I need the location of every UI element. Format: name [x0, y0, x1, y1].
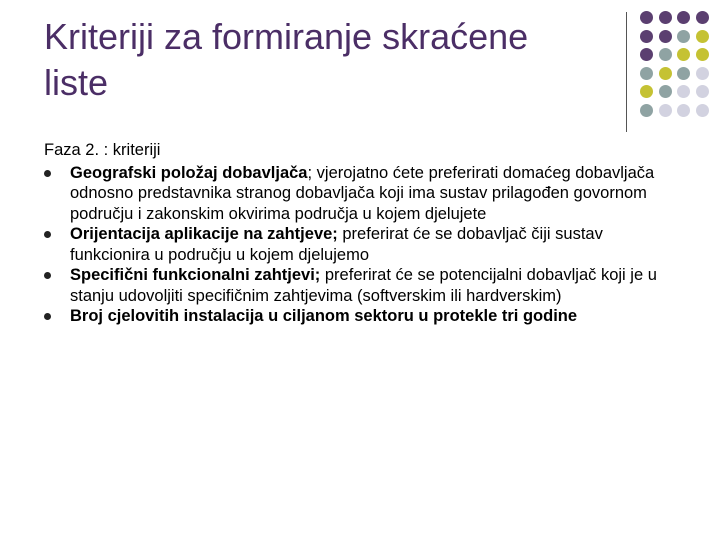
decorative-dot: [659, 30, 672, 43]
decorative-dot: [640, 67, 653, 80]
decorative-dot-grid: [640, 11, 720, 121]
criterion-text: preferirat će se dobavljač čiji sustav funkcionira u području u kojem djelujemo: [70, 225, 603, 264]
phase-heading: Faza 2. : kriteriji: [44, 141, 161, 159]
list-item: [44, 306, 664, 327]
decorative-dot: [696, 48, 709, 61]
bullet-icon: [44, 170, 51, 177]
decorative-dot: [696, 67, 709, 80]
bullet-icon: [44, 272, 51, 279]
decorative-dot: [677, 48, 690, 61]
criterion-title: Broj cjelovitih instalacija u ciljanom sektoru u protekle tri godine: [70, 307, 578, 325]
criterion-title: Orijentacija aplikacije na zahtjeve;: [70, 225, 338, 243]
decorative-dot: [659, 11, 672, 24]
decorative-dot: [677, 11, 690, 24]
bullet-icon: [44, 313, 51, 320]
decorative-dot: [659, 104, 672, 117]
title-divider: [626, 12, 627, 132]
decorative-dot: [659, 67, 672, 80]
decorative-dot: [659, 85, 672, 98]
slide-title-line-2: liste: [44, 62, 109, 103]
decorative-dot: [696, 30, 709, 43]
bullet-icon: [44, 231, 51, 238]
decorative-dot: [640, 48, 653, 61]
decorative-dot: [640, 11, 653, 24]
slide-title-line-1: Kriteriji za formiranje skraćene: [44, 16, 529, 57]
decorative-dot: [696, 11, 709, 24]
list-item: [44, 163, 664, 225]
decorative-dot: [659, 48, 672, 61]
decorative-dot: [677, 30, 690, 43]
slide-title: [44, 14, 604, 106]
decorative-dot: [640, 85, 653, 98]
decorative-dot: [696, 85, 709, 98]
list-item: [44, 224, 664, 265]
decorative-dot: [677, 85, 690, 98]
decorative-dot: [677, 104, 690, 117]
slide-body: [44, 140, 664, 327]
decorative-dot: [640, 104, 653, 117]
criteria-list: [44, 163, 664, 327]
decorative-dot: [640, 30, 653, 43]
decorative-dot: [696, 104, 709, 117]
criterion-title: Specifični funkcionalni zahtjevi;: [70, 266, 321, 284]
decorative-dot: [677, 67, 690, 80]
criterion-title: Geografski položaj dobavljača: [70, 163, 308, 182]
criterion-text: ; vjerojatno ćete preferirati domaćeg dobavljača odnosno predstavnika stranog dobavljača koji ima sustav prilagođen govornom području i zakonskim okvirima područja u kojem djelujete: [70, 163, 655, 223]
criterion-text: preferirat će se potencijalni dobavljač koji je u stanju udovoljiti specifičnim zahtjevima (softverskim ili hardverskim): [70, 266, 657, 305]
list-item: [44, 265, 664, 306]
